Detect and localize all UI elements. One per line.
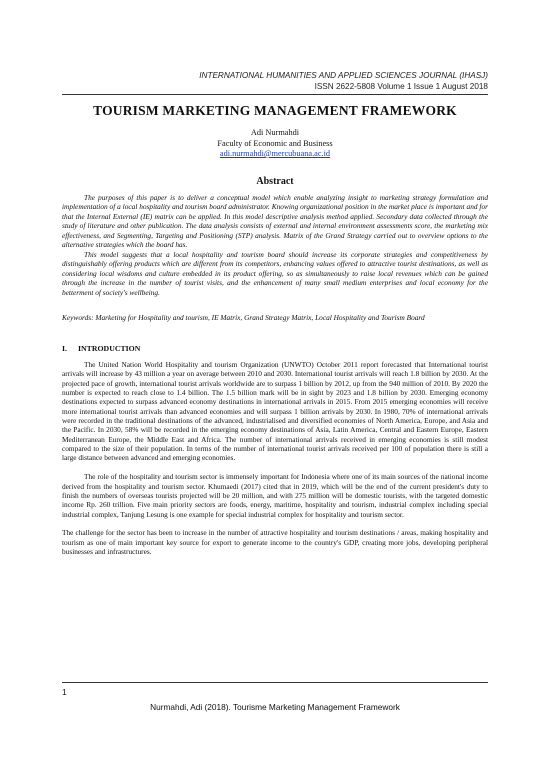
abstract-heading: Abstract	[256, 176, 294, 187]
abstract-paragraph: This model suggests that a local hospitality and tourism board should increase its corporate strategies and competitiveness by distinguishably offering products which are different from its competitors, enhancing values offered to attractive tourist destinations, as well as considering local wisdoms and culture embedded in its product offering, so as simultaneously to raise local revenues which can be gained through the increase in the number of tourist visits, and the enhancement of many small medium enterprises and local economy for the betterment of society's wellbeing.	[62, 249, 488, 297]
body-paragraph: The role of the hospitality and tourism sector is immensely important for Indonesia where one of its main sources of the national income derived from the hospitality and tourism sector. Khumaedi (2017) cited that in 2019, which will be the end of the current president's duty to finish the numbers of overseas tourists projected will be 20 million, and with 275 million will be domestic tourists, with the targeted domestic income Rp. 260 trillion. Five main priority sectors are foods, energy, maritime, hospitality and tourism, industrial complex including special industrial complex, Tanjung Lesung is one example for special industrial complex for hospitality and tourism sector.	[62, 472, 488, 519]
body-text	[62, 360, 488, 566]
footer-rule	[62, 682, 488, 683]
running-header	[199, 70, 488, 92]
footer-citation: Nurmahdi, Adi (2018). Tourisme Marketing Management Framework	[150, 702, 400, 712]
keywords: Keywords: Marketing for Hospitality and tourism, IE Matrix, Grand Strategy Matrix, Local Hospitality and Tourism Board	[62, 313, 425, 322]
header-rule	[62, 94, 488, 95]
section-heading	[62, 344, 140, 353]
author-block	[62, 128, 488, 160]
author-affiliation: Faculty of Economic and Business	[217, 138, 333, 148]
page-number: 1	[62, 687, 67, 697]
author-name: Adi Nurmahdi	[250, 128, 300, 137]
body-paragraph: The United Nation World Hospitality and tourism Organization (UNWTO) October 2011 report forecasted that International tourist arrivals will increase by 43 million a year on average between 2010 and 2030. International tourist arrivals will reach 1.8 billion by 2030. At the projected pace of growth, international tourist arrivals worldwide are to surpass 1 billion by 2012, up from the 940 million of 2010. By 2020 the number is expected to reach close to 1.4 billion. The 1.5 billion mark will be in sight by 2023 and 1.8 billion by 2030. Emerging economy destinations expected to surpass advanced economy destinations in international arrivals in 2015. From 2015 emerging economies will receive more international tourist arrivals than advanced economies and will surpass 1 billion arrivals by 2030. In 1980, 70% of international arrivals were recorded in the traditional destinations of the advanced, industrialised and diversified economies of North America, Europe, and Asia and the Pacific. In 2030, 58% will be recorded in the emerging economy destinations of Asia, Latin America, Central and Eastern Europe, Eastern Mediterranean Europe, the Middle East and Africa. The number of international arrivals received in emerging economies is still modest compared to the size of their population. In terms of the number of international tourist arrivals received per 100 of population there is still a large distance between advanced and emerging economies.	[62, 360, 488, 463]
paper-title: TOURISM MARKETING MANAGEMENT FRAMEWORK	[93, 103, 457, 118]
journal-name: INTERNATIONAL HUMANITIES AND APPLIED SCIENCES JOURNAL (IHASJ)	[199, 71, 488, 80]
abstract-paragraph: The purposes of this paper is to deliver a conceptual model which enable analyzing insight to marketing strategy formulation and implementation of a local hospitality and tourism board administrator. Knowing organizational position in the market place is important and for that the Internal External (IE) matrix can be applied. In this model descriptive analysis method applied. Secondary data collected through the study of literature and other publication. The data analysis consists of external and internal environment assessments score, the marketing mix effectiveness, and Segmenting, Targeting and Positioning (STP) analysis. Matrix of the Grand Strategy carried out to overview options to the alternative strategies which the board has.	[62, 193, 488, 250]
abstract-text	[62, 193, 488, 297]
section-number: I.	[62, 344, 67, 353]
body-paragraph: The challenge for the sector has been to increase in the number of attractive hospitality and tourism destinations / areas, making hospitality and tourism as one of main important key source for export to generate income to the country's GDP, creating more jobs, developing peripheral businesses and infrastructures.	[62, 528, 488, 556]
author-email-link[interactable]: adi.nurmahdi@mercubuana.ac.id	[219, 149, 331, 158]
issn-line: ISSN 2622-5808 Volume 1 Issue 1 August 2018	[314, 82, 488, 91]
section-title: INTRODUCTION	[78, 344, 141, 353]
